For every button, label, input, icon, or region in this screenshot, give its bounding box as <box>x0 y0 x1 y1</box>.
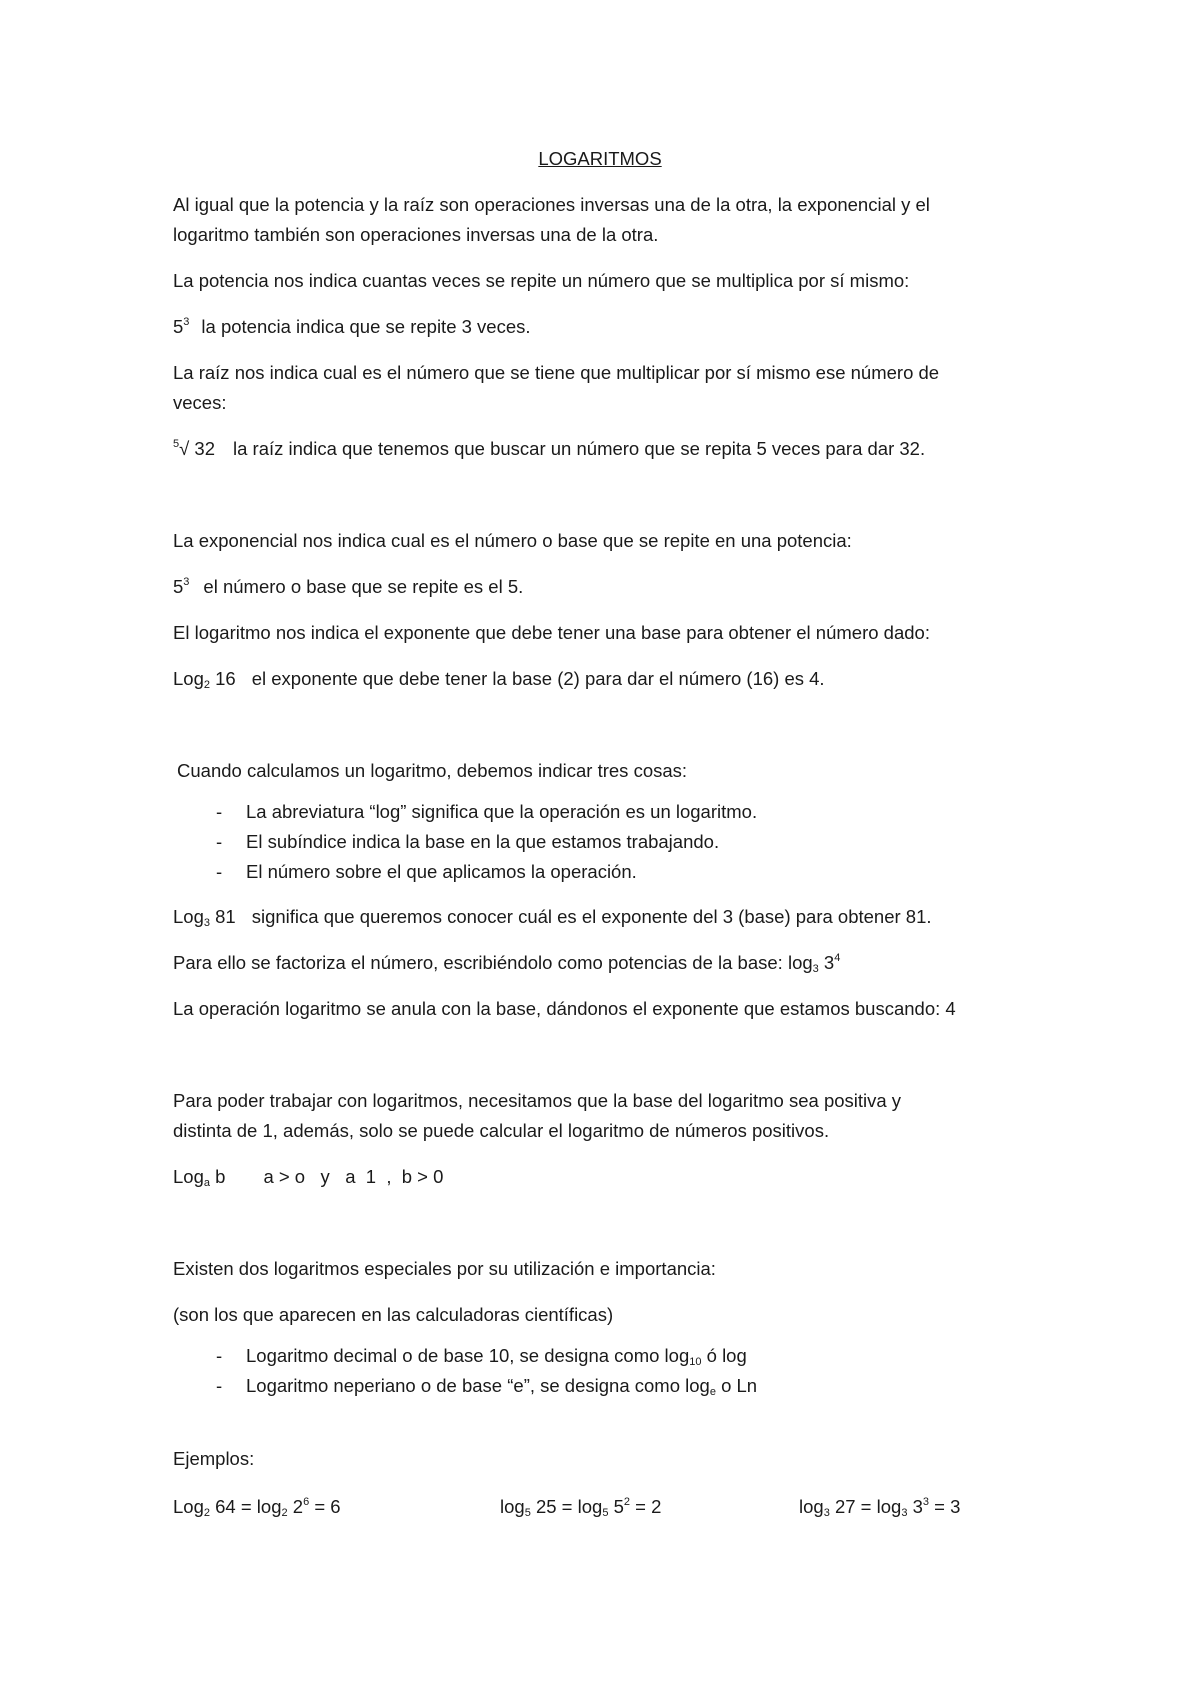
potencia-example-text: la potencia indica que se repite 3 veces. <box>201 316 531 337</box>
power-base: 5 <box>173 316 184 337</box>
root-index: 5 <box>173 438 180 450</box>
exponencial-example <box>173 575 523 599</box>
ejemplo-mid: 64 = log <box>210 1496 282 1517</box>
raiz-example <box>173 437 925 461</box>
logaritmo-example <box>173 667 825 691</box>
bullet-marker: - <box>216 1345 223 1366</box>
bullet-marker: - <box>216 831 223 852</box>
power-base: 5 <box>608 1496 624 1517</box>
raiz-example-text: la raíz indica que tenemos que buscar un número que se repita 5 veces para dar 32. <box>233 438 926 459</box>
especial-item-text: Logaritmo decimal o de base 10, se designa como log <box>246 1345 690 1366</box>
bullet-item: El subíndice indica la base en la que estamos trabajando. <box>246 831 720 852</box>
condicion-example <box>173 1165 443 1189</box>
bullet-item: La abreviatura “log” significa que la operación es un logaritmo. <box>246 801 758 822</box>
radical-icon: √ <box>179 438 190 459</box>
power-base: 2 <box>287 1496 304 1517</box>
especial-item-tail: o Ln <box>715 1375 758 1396</box>
log3-example-text: significa que queremos conocer cuál es el exponente del 3 (base) para obtener 81. <box>251 906 932 927</box>
condicion-inequalities: a > o y a 1 , b > 0 <box>263 1166 444 1187</box>
radicand: 32 <box>194 438 215 459</box>
ejemplo-3 <box>799 1495 960 1519</box>
ejemplo-result: = 3 <box>929 1496 961 1517</box>
power-exponent: 4 <box>834 952 841 964</box>
bullet-marker: - <box>216 1375 223 1396</box>
tres-cosas-heading: Cuando calculamos un logaritmo, debemos indicar tres cosas: <box>177 760 688 781</box>
log-base: 5 <box>524 1507 531 1519</box>
factoriza-text: Para ello se factoriza el número, escribiéndolo como potencias de la base: log <box>173 952 813 973</box>
log-base: 2 <box>203 679 210 691</box>
especial-item <box>246 1344 747 1368</box>
log3-example <box>173 905 932 929</box>
power-base: 3 <box>907 1496 923 1517</box>
log-argument: 16 <box>215 668 236 689</box>
log-base: 3 <box>823 1507 830 1519</box>
log-label: Log <box>173 1166 204 1187</box>
especial-item-tail: ó log <box>701 1345 747 1366</box>
bullet-item: El número sobre el que aplicamos la operación. <box>246 861 637 882</box>
ejemplo-2 <box>500 1495 661 1519</box>
log-base: 5 <box>602 1507 609 1519</box>
power-exponent: 2 <box>623 1496 631 1508</box>
calculadoras-line: (son los que aparecen en las calculadoras científicas) <box>173 1304 614 1325</box>
log-label: log <box>799 1496 824 1517</box>
raiz-definition-1: La raíz nos indica cual es el número que se tiene que multiplicar por sí mismo ese número de <box>173 362 940 383</box>
power-base: 5 <box>173 576 184 597</box>
page-title: LOGARITMOS <box>538 148 662 169</box>
condicion-line-2: distinta de 1, además, solo se puede calcular el logaritmo de números positivos. <box>173 1120 830 1141</box>
log-base: 10 <box>689 1356 702 1368</box>
bullet-marker: - <box>216 861 223 882</box>
intro-line-1: Al igual que la potencia y la raíz son operaciones inversas una de la otra, la exponencial y el <box>173 194 930 215</box>
log-label: Log <box>173 1496 204 1517</box>
power-exponent: 6 <box>303 1496 310 1508</box>
potencia-example <box>173 315 531 339</box>
log-argument: 81 <box>215 906 236 927</box>
especial-item <box>246 1374 757 1398</box>
especiales-line: Existen dos logaritmos especiales por su utilización e importancia: <box>173 1258 716 1279</box>
log-label: log <box>500 1496 525 1517</box>
anula-line: La operación logaritmo se anula con la base, dándonos el exponente que estamos buscando: 4 <box>173 998 956 1019</box>
exponencial-definition: La exponencial nos indica cual es el número o base que se repite en una potencia: <box>173 530 852 551</box>
especial-item-text: Logaritmo neperiano o de base “e”, se designa como log <box>246 1375 710 1396</box>
ejemplo-1 <box>173 1495 341 1519</box>
power-base: 3 <box>823 952 835 973</box>
ejemplo-mid: 27 = log <box>829 1496 902 1517</box>
log-base: 3 <box>203 917 210 929</box>
power-exponent: 3 <box>183 576 190 588</box>
bullet-marker: - <box>216 801 223 822</box>
ejemplo-result: = 2 <box>630 1496 662 1517</box>
logaritmo-definition: El logaritmo nos indica el exponente que debe tener una base para obtener el número dado: <box>173 622 930 643</box>
log-base: 2 <box>281 1507 288 1519</box>
log-base: a <box>203 1177 210 1189</box>
raiz-definition-2: veces: <box>173 392 227 413</box>
log-base: 3 <box>812 963 819 975</box>
logaritmo-example-text: el exponente que debe tener la base (2) para dar el número (16) es 4. <box>251 668 825 689</box>
condicion-line-1: Para poder trabajar con logaritmos, necesitamos que la base del logaritmo sea positiva y <box>173 1090 902 1111</box>
ejemplo-result: = 6 <box>309 1496 341 1517</box>
log-argument: b <box>215 1166 226 1187</box>
log-label: Log <box>173 668 204 689</box>
power-exponent: 3 <box>183 316 190 328</box>
log-base: 3 <box>901 1507 908 1519</box>
potencia-definition: La potencia nos indica cuantas veces se repite un número que se multiplica por sí mismo: <box>173 270 910 291</box>
log-base: e <box>709 1386 716 1398</box>
exponencial-example-text: el número o base que se repite es el 5. <box>203 576 524 597</box>
log-base: 2 <box>203 1507 210 1519</box>
ejemplos-label: Ejemplos: <box>173 1448 255 1469</box>
power-exponent: 3 <box>922 1496 930 1508</box>
ejemplo-mid: 25 = log <box>530 1496 603 1517</box>
intro-line-2: logaritmo también son operaciones inversas una de la otra. <box>173 224 659 245</box>
log-label: Log <box>173 906 204 927</box>
factoriza-line <box>173 951 840 975</box>
